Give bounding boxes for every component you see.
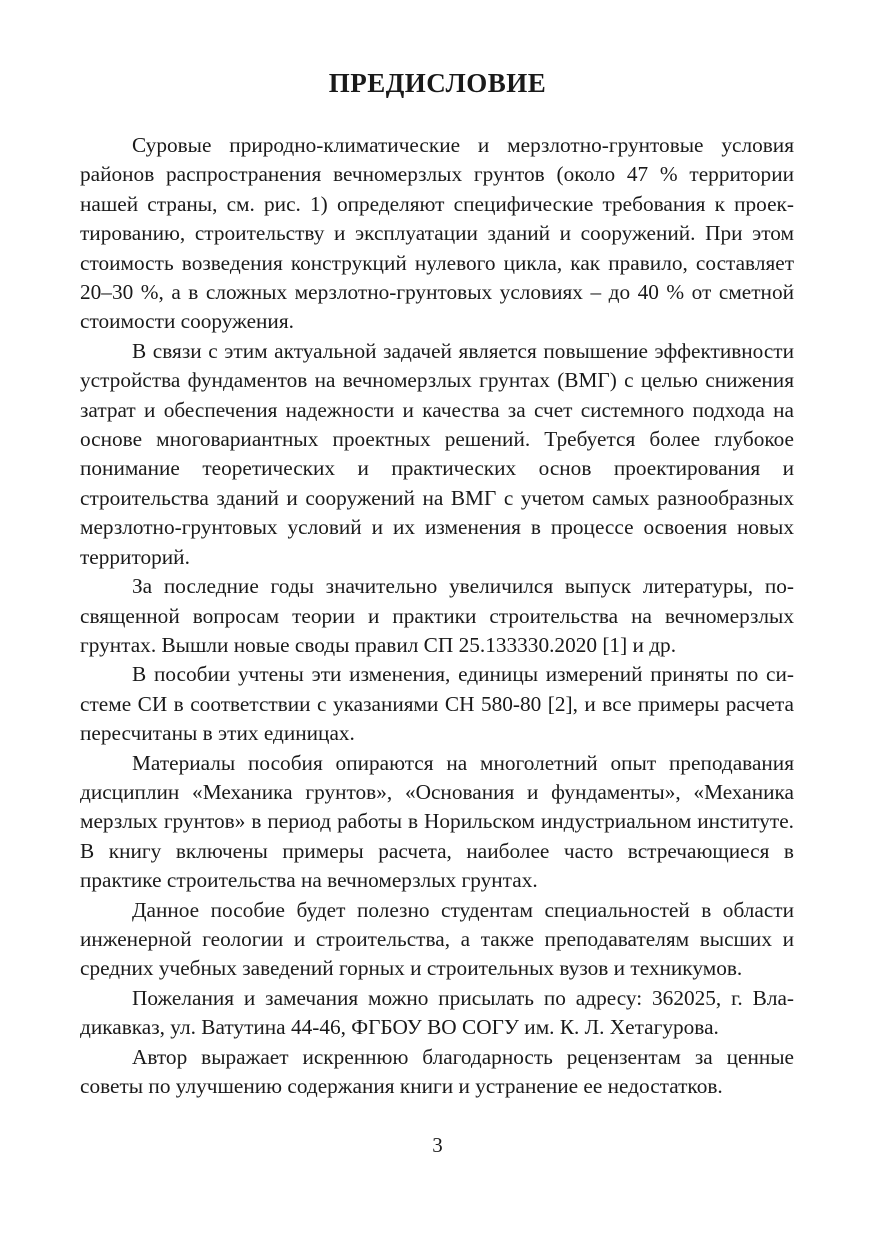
paragraph: Материалы пособия опираются на многолетний опыт преподавания дисциплин «Механика грунтов», «Основания и фундаменты», «Механика мерзлых грунтов» в период работы в Норильском индустриальном институте. В книгу включены примеры расчета, наиболее часто встречающиеся в практике строительства на вечномерзлых грунтах. [80, 750, 794, 893]
paragraph: В пособии учтены эти изменения, единицы измерений приняты по системе СИ в соответствии с указаниями СН 580-80 [2], и все примеры расчета пересчитаны в этих единицах. [80, 662, 794, 746]
paragraph: За последние годы значительно увеличился выпуск литературы, посвященной вопросам теории и практики строительства на вечномерзлых грунтах. Вышли новые своды правил СП 25.133330.2020 [1] и др. [80, 574, 794, 657]
paragraph: Пожелания и замечания можно присылать по адресу: 362025, г. Владикавказ, ул. Ватутина 44-46, ФГБОУ ВО СОГУ им. К. Л. Хетагурова. [80, 985, 794, 1040]
page-title: ПРЕДИСЛОВИЕ [328, 68, 547, 98]
paragraph: Суровые природно-климатические и мерзлотно-грунтовые условия районов распространения вечномерзлых грунтов (около 47 % территории нашей страны, см. рис. 1) определяют специфические требования к проектированию, строительству и эксплуатации зданий и сооружений. При этом стоимость возведения конструкций нулевого цикла, как правило, составляет 20–30 %, а в сложных мерзлотно-грунтовых условиях – до 40 % от сметной стоимости сооружения. [80, 133, 794, 334]
paragraph: Данное пособие будет полезно студентам специальностей в области инженерной геологии и строительства, а также преподавателям высших и средних учебных заведений горных и строительных вузов и техникумов. [80, 897, 794, 981]
paragraph: В связи с этим актуальной задачей является повышение эффективности устройства фундаментов на вечномерзлых грунтах (ВМГ) с целью снижения затрат и обеспечения надежности и качества за счет системного подхода на основе многовариантных проектных решений. Требуется более глубокое понимание теоретических и практических основ проектирования и строительства зданий и сооружений на ВМГ с учетом самых разнообразных мерзлотно-грунтовых условий и их изменения в процессе освоения новых территорий. [80, 338, 794, 569]
page-number: 3 [432, 1133, 443, 1157]
preface-body [80, 131, 794, 1101]
paragraph: Автор выражает искреннюю благодарность рецензентам за ценные советы по улучшению содержания книги и устранение ее недостатков. [80, 1044, 794, 1098]
